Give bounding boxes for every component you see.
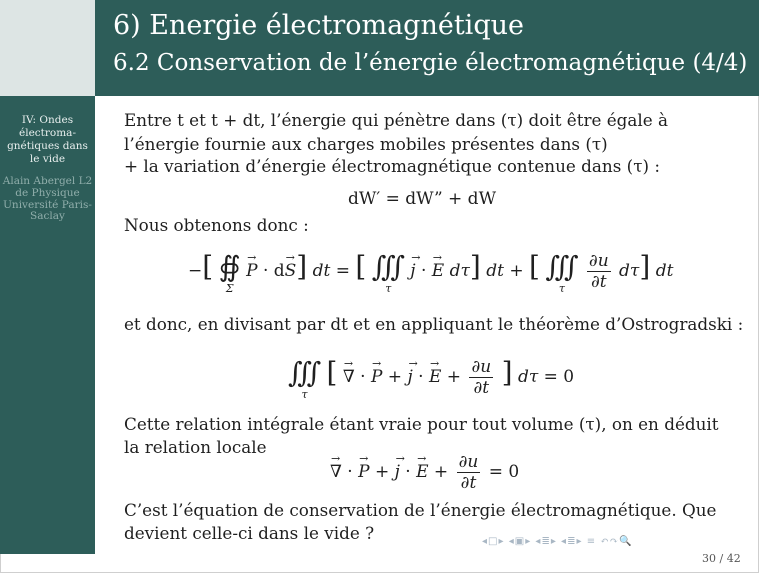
paragraph-line: la relation locale (124, 437, 267, 457)
paragraph-line: Cette relation intégrale étant vraie pour tout volume (τ), on en déduit (124, 414, 719, 434)
nav-section-icon: ≣ (541, 536, 551, 547)
nav-section-prev-icon[interactable]: ◂ (535, 536, 542, 547)
nav-subsection-next-icon[interactable]: ▸ (525, 536, 532, 547)
nav-subsection-prev-icon[interactable]: ◂ (508, 536, 515, 547)
nav-doc-icon: ≣ (567, 536, 577, 547)
paragraph-line: devient celle-ci dans le vide ? (124, 523, 375, 543)
beamer-navigation[interactable] (482, 536, 632, 547)
nav-section-next-icon[interactable]: ▸ (550, 536, 557, 547)
header-corner (0, 0, 95, 96)
paragraph-line: Entre t et t + dt, l’énergie qui pénètre dans (τ) doit être égale à (124, 110, 669, 130)
slide-subtitle: 6.2 Conservation de l’énergie électromagnétique (4/4) (113, 50, 748, 76)
equation-energy-balance: dW′ = dW” + dW (348, 189, 497, 209)
nav-frame-icon: □ (488, 536, 499, 547)
nav-doc-next-icon[interactable]: ▸ (576, 536, 583, 547)
nav-align-icon[interactable]: ≡ (586, 536, 597, 547)
nav-frame-prev-icon[interactable]: ◂ (482, 536, 489, 547)
page-number: 30 / 42 (702, 552, 741, 565)
paragraph-line: Nous obtenons donc : (124, 215, 309, 235)
slide-header (95, 0, 759, 96)
paragraph-line: C’est l’équation de conservation de l’énergie électromagnétique. Que (124, 500, 717, 520)
equation-local-integral: ∭ τ [ → ∇ · → P + → j · → E + $\frac{\partial u}{\partial t}$ ] dτ = 0 (288, 356, 574, 398)
nav-back-search-icon[interactable]: ↶↷🔍 (600, 536, 633, 547)
sidebar-section[interactable]: IV: Ondes électroma-gnétiques dans le vide (7, 114, 88, 165)
paragraph-line: l’énergie fournie aux charges mobiles présentes dans (τ) (124, 134, 608, 154)
equation-integral-balance: −[ ∯ Σ → P · d→ S] dt = [ ∭ τ → j · → E dτ] dt + [ ∭ τ $\frac{\partial u}{\partial t}$ dτ] dt (188, 250, 673, 292)
sidebar (0, 96, 95, 554)
sidebar-author[interactable]: Alain Abergel L2 de Physique Université Paris-Saclay (2, 175, 93, 223)
paragraph-line: + la variation d’énergie électromagnétique contenue dans (τ) : (124, 156, 661, 176)
slide-title: 6) Energie électromagnétique (113, 10, 524, 41)
nav-subsection-icon: ▣ (514, 536, 526, 547)
equation-local-conservation: → ∇ · → P + → j · → E + $\frac{\partial u}{\partial t}$ = 0 (330, 452, 519, 493)
nav-frame-next-icon[interactable]: ▸ (498, 536, 505, 547)
paragraph-line: et donc, en divisant par dt et en appliquant le théorème d’Ostrogradski : (124, 314, 744, 334)
nav-doc-prev-icon[interactable]: ◂ (561, 536, 568, 547)
